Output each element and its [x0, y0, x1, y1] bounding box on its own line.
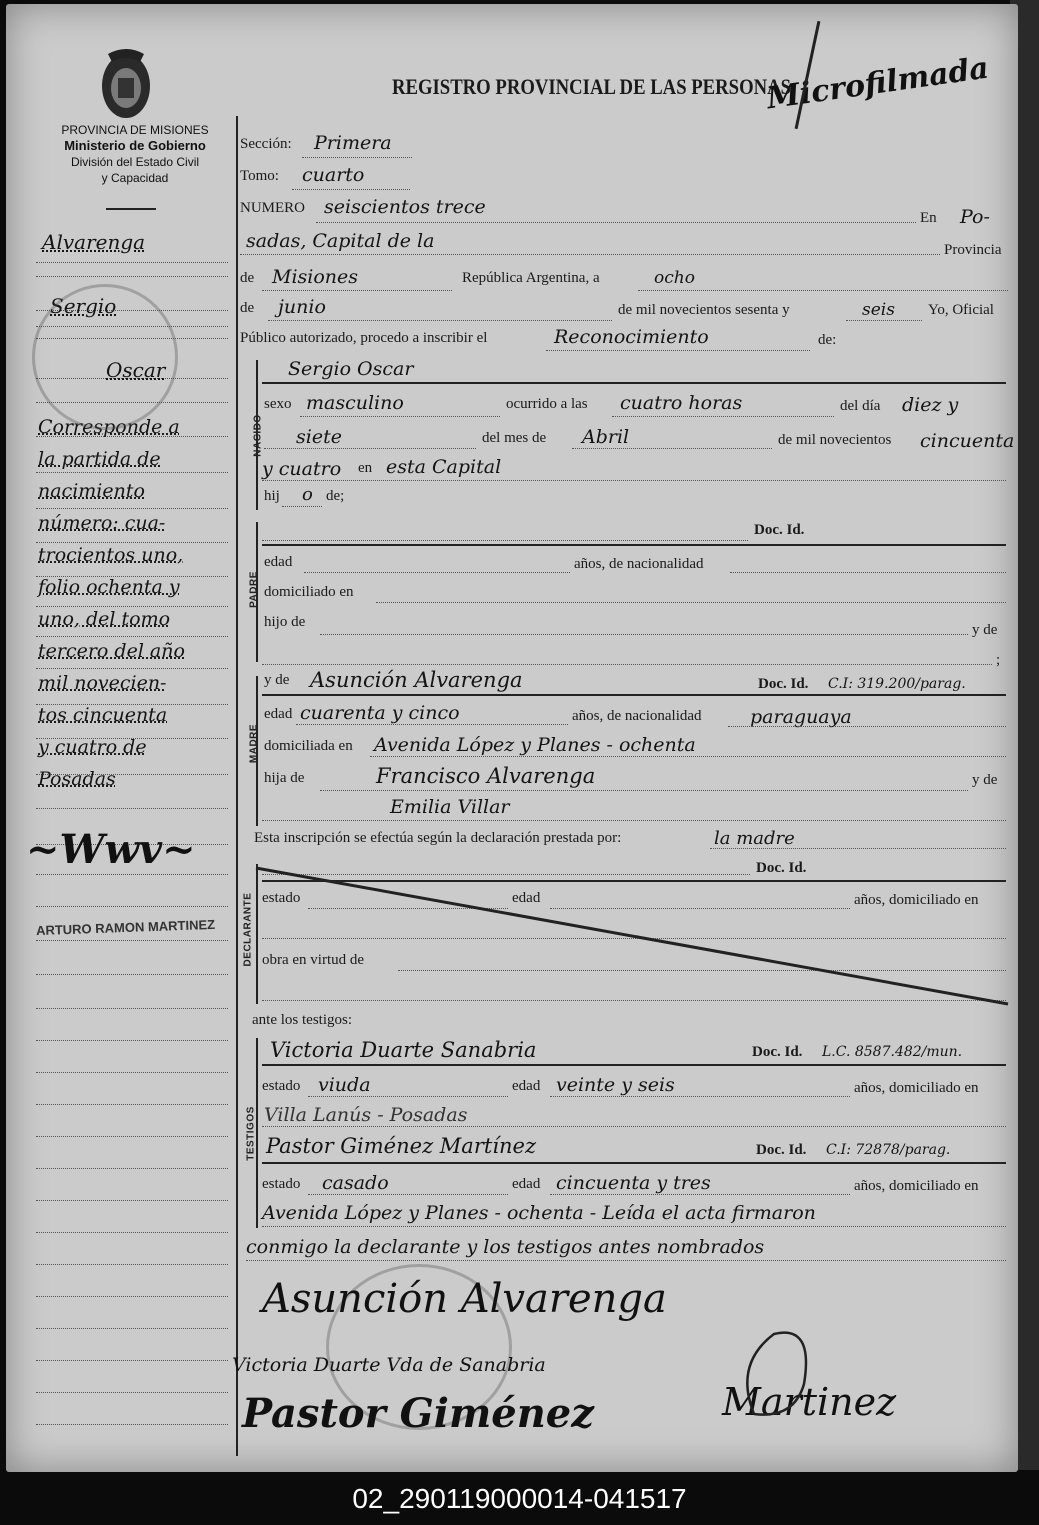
margin-note-line: uno, del tomo: [38, 608, 171, 630]
margin-rule-line: [36, 1360, 228, 1361]
nacido-name: Sergio Oscar: [288, 358, 414, 380]
margin-rule-line: [36, 1264, 228, 1265]
margin-rule: [236, 116, 238, 1456]
margin-rule-line: [36, 906, 228, 907]
margin-rule-line: [36, 874, 228, 875]
madre-doc-label: Doc. Id.: [758, 676, 809, 692]
padre-nacionalidad-label: años, de nacionalidad: [574, 556, 704, 572]
padre-edad-label: edad: [264, 554, 293, 570]
year-value2-nacido: y cuatro: [262, 458, 342, 480]
margin-rule-line: [36, 636, 228, 637]
margin-rule-line: [36, 1328, 228, 1329]
testigo1-dom-value: Villa Lanús - Posadas: [264, 1104, 468, 1126]
provincia-label: Provincia: [944, 242, 1002, 258]
testigos-intro-label: ante los testigos:: [252, 1012, 352, 1028]
padre-domicilio-label: domiciliado en: [264, 584, 354, 600]
office-block: [6, 122, 264, 186]
margin-rule-line: [36, 1200, 228, 1201]
margin-note-line: folio ochenta y: [38, 576, 180, 598]
padre-hijo-label: hijo de: [264, 614, 306, 630]
dia-value: diez y: [902, 394, 959, 416]
margin-signature-icon: ~Wwv~: [26, 826, 196, 873]
de2-label: de: [240, 300, 255, 316]
place-value: sadas, Capital de la: [246, 230, 435, 252]
ocurrido-label: ocurrido a las: [506, 396, 588, 412]
hora-value: cuatro horas: [620, 392, 743, 414]
office-divider: [106, 208, 156, 210]
padre-doc-label: Doc. Id.: [754, 522, 805, 538]
testigo1-doc-value: L.C. 8587.482/mun.: [822, 1044, 963, 1060]
margin-rule-line: [36, 276, 228, 277]
madre-name: Asunción Alvarenga: [310, 668, 523, 692]
margin-rule-line: [36, 542, 228, 543]
year-value-nacido: cincuenta: [920, 430, 1015, 452]
month-value: junio: [278, 296, 326, 318]
document-title: REGISTRO PROVINCIAL DE LAS PERSONAS: [392, 74, 792, 99]
margin-note-line: Corresponde a: [38, 416, 180, 438]
numero-label: NUMERO: [240, 200, 306, 216]
testigo2-edad-label: edad: [512, 1176, 541, 1192]
margin-rule-line: [36, 1392, 228, 1393]
madre-padre-value: Francisco Alvarenga: [376, 764, 596, 788]
de-label: de: [240, 270, 255, 286]
testigo2-name: Pastor Giménez Martínez: [266, 1134, 537, 1158]
testigo1-edad-label: edad: [512, 1078, 541, 1094]
testigo2-estado-label: estado: [262, 1176, 301, 1192]
day-value: ocho: [654, 268, 695, 288]
margin-rule-line: [36, 606, 228, 607]
declarante-intro-value: la madre: [714, 828, 795, 849]
office-province: PROVINCIA DE MISIONES: [61, 123, 209, 137]
madre-edad-label: edad: [264, 706, 293, 722]
closing-line2: conmigo la declarante y los testigos antes nombrados: [246, 1236, 765, 1258]
provincial-crest-icon: [96, 44, 156, 122]
seccion-label: Sección:: [240, 136, 292, 152]
signature-oficial: Martinez: [722, 1380, 897, 1424]
sexo-value: masculino: [306, 392, 404, 414]
office-division: División del Estado Civil: [70, 155, 200, 169]
office-capacity: y Capacidad: [101, 171, 169, 185]
office-ministry: Ministerio de Gobierno: [64, 138, 206, 153]
madre-domicilio-value: Avenida López y Planes - ochenta: [374, 734, 696, 756]
testigo1-doc-label: Doc. Id.: [752, 1044, 803, 1060]
margin-note-line: Posadas: [38, 768, 116, 790]
declarante-obra-label: obra en virtud de: [262, 952, 365, 968]
declarante-domicilio-label: años, domiciliado en: [854, 892, 979, 908]
margin-note-line: número: cua-: [38, 512, 166, 534]
margin-rule-line: [36, 1136, 228, 1137]
year-value: seis: [862, 300, 895, 320]
testigo2-edad-value: cincuenta y tres: [556, 1172, 711, 1194]
margin-rule-line: [36, 1072, 228, 1073]
margin-note-line: mil novecien-: [38, 672, 167, 694]
margin-rule-line: [36, 668, 228, 669]
madre-madre-value: Emilia Villar: [390, 796, 510, 818]
margin-rule-line: [36, 1296, 228, 1297]
madre-edad-value: cuarenta y cinco: [300, 702, 460, 724]
sexo-label: sexo: [264, 396, 292, 412]
signature-asuncion: Asunción Alvarenga: [262, 1276, 667, 1322]
dia-value2: siete: [296, 426, 342, 448]
mil-label-nacido: de mil novecientos: [778, 432, 892, 448]
margin-rule-line: [36, 472, 228, 473]
signature-victoria: Victoria Duarte Vda de Sanabria: [232, 1354, 546, 1376]
cancel-stroke: [246, 864, 1016, 1014]
tomo-value: cuarto: [302, 164, 365, 186]
madre-hija-label: hija de: [264, 770, 305, 786]
testigo1-name: Victoria Duarte Sanabria: [270, 1038, 537, 1062]
lugar-value: esta Capital: [386, 456, 502, 478]
margin-note-line: trocientos uno,: [38, 544, 184, 566]
mes-value: Abril: [582, 426, 630, 448]
madre-doc-value: C.I: 319.200/parag.: [828, 676, 966, 692]
margin-stamp-text: ARTURO RAMON MARTINEZ: [35, 916, 216, 939]
madre-section-label: MADRE: [248, 723, 260, 764]
mil-label: de mil novecientos sesenta y: [618, 302, 790, 318]
en-label-nacido: en: [358, 460, 373, 476]
de3-label: de:: [818, 332, 837, 348]
madre-yde2-label: y de: [972, 772, 998, 788]
madre-nacionalidad-label: años, de nacionalidad: [572, 708, 702, 724]
publico-label: Público autorizado, procedo a inscribir el: [240, 330, 488, 346]
margin-note-line: la partida de: [38, 448, 161, 470]
margin-rule-line: [36, 940, 228, 941]
padre-semicolon: ;: [996, 652, 1001, 668]
margin-rule-line: [36, 974, 228, 975]
padre-yde-label: y de: [972, 622, 998, 638]
tomo-label: Tomo:: [240, 168, 279, 184]
testigo1-edad-value: veinte y seis: [556, 1074, 675, 1096]
margin-rule-line: [36, 262, 228, 263]
margin-seal: [32, 284, 178, 430]
margin-name1: Sergio: [50, 294, 117, 318]
mes-label: del mes de: [482, 430, 547, 446]
en-label: En: [920, 210, 937, 226]
declarante-intro-label: Esta inscripción se efectúa según la declaración prestada por:: [254, 830, 622, 846]
document-page: [6, 4, 1018, 1472]
testigo1-dom-label: años, domiciliado en: [854, 1080, 979, 1096]
margin-surname: Alvarenga: [42, 230, 146, 254]
hij-value: o: [302, 484, 313, 505]
declarante-doc-label: Doc. Id.: [756, 860, 807, 876]
microfilm-annotation: Microfilmada: [764, 50, 991, 117]
margin-rule-line: [36, 808, 228, 809]
hij-label: hij: [264, 488, 280, 504]
archive-id: 02_290119000014-041517: [352, 1483, 687, 1514]
margin-name2: Oscar: [106, 358, 166, 382]
testigos-section-label: TESTIGOS: [245, 1106, 257, 1161]
margin-note-line: tercero del año: [38, 640, 185, 662]
de-semicolon-label: de;: [326, 488, 345, 504]
margin-note-line: nacimiento: [38, 480, 145, 502]
testigo2-estado-value: casado: [322, 1172, 389, 1194]
closing-line1: Avenida López y Planes - ochenta - Leída el acta firmaron: [262, 1202, 816, 1224]
en-value: Po-: [960, 206, 990, 228]
margin-note-line: y cuatro de: [38, 736, 147, 758]
margin-rule-line: [36, 1168, 228, 1169]
testigo2-dom-label: años, domiciliado en: [854, 1178, 979, 1194]
declarante-estado-label: estado: [262, 890, 301, 906]
margin-rule-line: [36, 1232, 228, 1233]
declarante-section-label: DECLARANTE: [242, 892, 254, 967]
signature-pastor: Pastor Giménez: [242, 1390, 594, 1437]
margin-rule-line: [36, 1008, 228, 1009]
margin-rule-line: [36, 508, 228, 509]
madre-nacionalidad-value: paraguaya: [750, 706, 852, 728]
margin-rule-line: [36, 1104, 228, 1105]
provincia-value: Misiones: [272, 266, 359, 288]
declarante-edad-label: edad: [512, 890, 541, 906]
margin-rule-line: [36, 1040, 228, 1041]
madre-yde-label: y de: [264, 672, 290, 688]
nacido-section-label: NACIDO: [252, 414, 264, 457]
testigo1-estado-value: viuda: [318, 1074, 371, 1096]
signature-flourish-icon: [724, 1324, 834, 1424]
republica-label: República Argentina, a: [462, 270, 600, 286]
testigo2-doc-value: C.I: 72878/parag.: [826, 1142, 951, 1158]
margin-note-line: tos cincuenta: [38, 704, 168, 726]
seccion-value: Primera: [314, 132, 392, 154]
testigo1-estado-label: estado: [262, 1078, 301, 1094]
act-value: Reconocimiento: [554, 326, 709, 348]
yo-label: Yo, Oficial: [928, 302, 994, 318]
dia-label: del día: [840, 398, 881, 414]
madre-domicilio-label: domiciliada en: [264, 738, 353, 754]
numero-value: seiscientos trece: [324, 196, 486, 218]
margin-rule-line: [36, 1424, 228, 1425]
testigo2-doc-label: Doc. Id.: [756, 1142, 807, 1158]
padre-section-label: PADRE: [248, 571, 260, 608]
